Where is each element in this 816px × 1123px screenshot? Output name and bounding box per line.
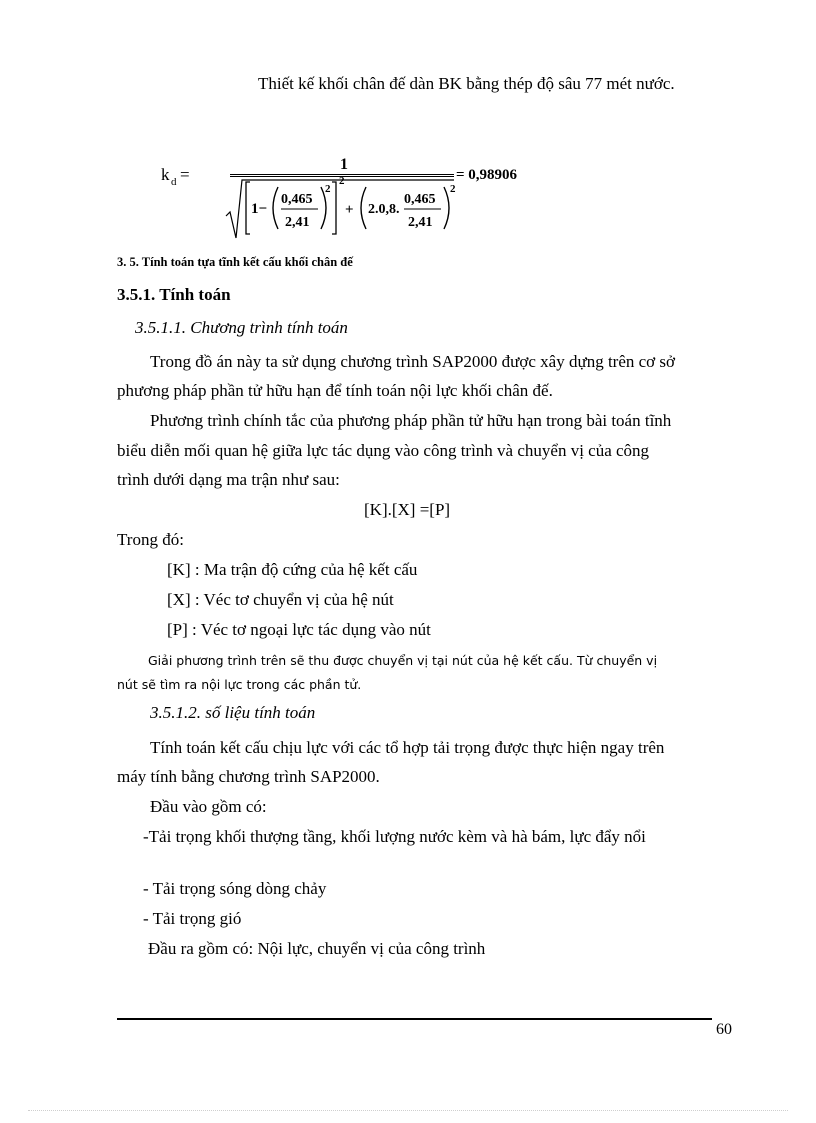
para3-line2: máy tính bằng chương trình SAP2000.	[117, 767, 380, 786]
formula-exp-outer: 2	[450, 183, 456, 195]
formula-result: = 0,98906	[456, 167, 518, 183]
para1-line2: phương pháp phần tử hữu hạn để tính toán nội lực khối chân đế.	[117, 381, 553, 400]
def-x: [X] : Véc tơ chuyển vị của hệ nút	[167, 590, 394, 609]
input-item-2: - Tải trọng sóng dòng chảy	[143, 879, 327, 898]
input-item-3: - Tải trọng gió	[143, 909, 242, 928]
footer-rule	[117, 1018, 712, 1020]
formula-lhs-sub: d	[171, 176, 177, 188]
where-label: Trong đó:	[117, 530, 184, 549]
formula-plus: +	[345, 202, 354, 218]
formula-exp-bracket: 2	[339, 175, 345, 187]
input-item-1: -Tải trọng khối thượng tầng, khối lượng nước kèm và hà bám, lực đẩy nổi	[143, 827, 646, 846]
page-header: Thiết kế khối chân đế dàn BK bằng thép độ sâu 77 mét nước.	[258, 74, 675, 93]
section-3-5-heading: 3. 5. Tính toán tựa tĩnh kết cấu khối chân đế	[117, 255, 353, 269]
formula-paren-right-2	[444, 187, 449, 229]
kd-formula	[158, 152, 548, 242]
para1-line1: Trong đồ án này ta sử dụng chương trình SAP2000 được xây dựng trên cơ sở	[150, 352, 676, 371]
solve-line2: nút sẽ tìm ra nội lực trong các phần tử.	[117, 677, 362, 692]
formula-frac1-num: 0,465	[281, 192, 313, 207]
formula-bracket-left	[246, 182, 250, 234]
def-k: [K] : Ma trận độ cứng của hệ kết cấu	[167, 560, 418, 579]
formula-frac2-den: 2,41	[408, 215, 433, 230]
para2-line1: Phương trình chính tắc của phương pháp phần tử hữu hạn trong bài toán tĩnh	[150, 411, 672, 430]
solve-line1: Giải phương trình trên sẽ thu được chuyển vị tại nút của hệ kết cấu. Từ chuyển vị	[148, 653, 658, 668]
section-3-5-1-1-heading: 3.5.1.1. Chương trình tính toán	[135, 318, 348, 337]
section-3-5-1-heading: 3.5.1. Tính toán	[117, 285, 231, 304]
page-edge-dotted-line	[28, 1110, 788, 1111]
formula-one-minus: 1−	[251, 201, 268, 217]
formula-numerator: 1	[340, 156, 348, 173]
formula-coef: 2.0,8.	[368, 202, 400, 217]
formula-exp-inner: 2	[325, 183, 331, 195]
para2-line2: biểu diễn mối quan hệ giữa lực tác dụng vào công trình và chuyển vị của công	[117, 441, 650, 460]
matrix-equation: [K].[X] =[P]	[364, 500, 451, 519]
formula-frac1-den: 2,41	[285, 215, 310, 230]
page-number: 60	[716, 1021, 732, 1038]
formula-frac2-num: 0,465	[404, 192, 436, 207]
formula-paren-left-2	[361, 187, 366, 229]
formula-graphic	[158, 152, 558, 247]
formula-paren-left-1	[273, 187, 278, 229]
inputs-label: Đầu vào gồm có:	[150, 797, 267, 816]
para3-line1: Tính toán kết cấu chịu lực với các tổ hợp tải trọng được thực hiện ngay trên	[150, 738, 665, 757]
outputs-line: Đầu ra gồm có: Nội lực, chuyển vị của công trình	[148, 939, 486, 958]
para2-line3: trình dưới dạng ma trận như sau:	[117, 470, 340, 489]
formula-lhs: k	[161, 165, 170, 184]
formula-bracket-right	[332, 182, 336, 234]
def-p: [P] : Véc tơ ngoại lực tác dụng vào nút	[167, 620, 431, 639]
section-3-5-1-2-heading: 3.5.1.2. số liệu tính toán	[150, 703, 316, 722]
formula-eq: =	[180, 165, 190, 184]
